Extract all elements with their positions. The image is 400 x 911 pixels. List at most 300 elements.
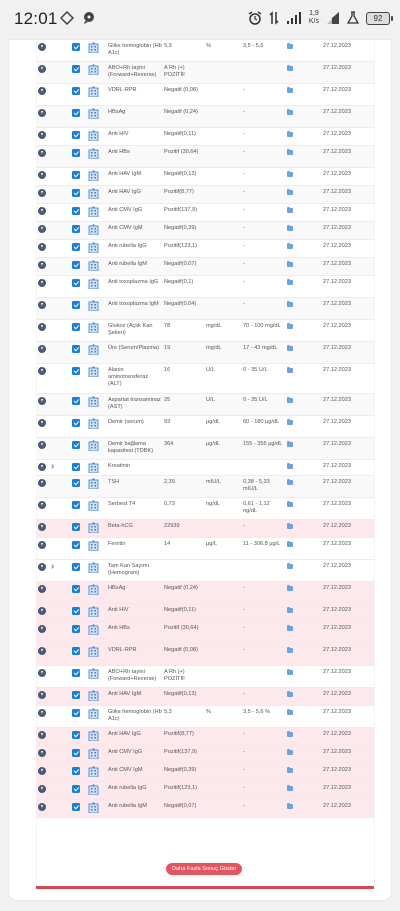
row-checkbox[interactable] (72, 607, 80, 615)
test-result: 93 (164, 419, 171, 425)
test-result: 22939 (164, 523, 180, 529)
reference-range: - (243, 749, 245, 755)
test-name: Anti HBs (108, 625, 130, 631)
reference-range: - (243, 171, 245, 177)
test-result: Negatif (0,24) (164, 109, 198, 115)
folder-icon[interactable] (287, 44, 293, 49)
test-date: 27.12.2023 (323, 441, 351, 447)
row-checkbox[interactable] (72, 261, 80, 269)
download-icon[interactable] (38, 225, 46, 233)
download-icon[interactable] (38, 441, 46, 449)
row-checkbox[interactable] (72, 367, 80, 375)
download-icon[interactable] (38, 243, 46, 251)
folder-icon[interactable] (287, 88, 293, 93)
building-icon (88, 329, 99, 335)
test-name: Glike hemoglobin (Hb A1c) (108, 709, 162, 722)
folder-icon[interactable] (287, 302, 293, 307)
test-date: 27.12.2023 (323, 65, 351, 71)
folder-icon[interactable] (287, 626, 293, 631)
test-name: Anti rubella IgG (108, 785, 147, 791)
download-icon[interactable] (38, 669, 46, 677)
test-name: ABO+Rh tayini (Forward+Reverse) (108, 669, 157, 682)
show-more-button[interactable]: Daha Fazla Sonuç Göster (166, 863, 242, 875)
test-name: VDRL-RPR (108, 647, 137, 653)
folder-icon[interactable] (287, 132, 293, 137)
row-checkbox[interactable] (72, 479, 80, 487)
folder-icon[interactable] (287, 750, 293, 755)
download-icon[interactable] (38, 463, 46, 471)
table-row[interactable] (36, 342, 374, 364)
test-unit: µg/L (206, 541, 217, 547)
test-unit: % (206, 43, 211, 49)
test-unit (206, 666, 243, 669)
test-name: Aspartat transaminaz (AST) (108, 397, 161, 410)
test-date: 27.12.2023 (323, 541, 351, 547)
download-icon[interactable] (38, 149, 46, 157)
test-name: Serbest T4 (108, 501, 136, 507)
test-name: TSH (108, 479, 120, 485)
folder-icon[interactable] (287, 398, 293, 403)
reference-range: - (243, 109, 245, 115)
download-icon[interactable] (38, 207, 46, 215)
test-date: 27.12.2023 (323, 463, 351, 469)
row-checkbox[interactable] (72, 691, 80, 699)
download-icon[interactable] (38, 301, 46, 309)
table-row[interactable] (36, 688, 374, 706)
table-row[interactable] (36, 666, 374, 688)
test-unit (206, 764, 243, 767)
folder-icon[interactable] (287, 692, 293, 697)
download-icon[interactable] (38, 131, 46, 139)
table-row[interactable] (36, 622, 374, 644)
row-checkbox[interactable] (72, 749, 80, 757)
test-result: 19 (164, 345, 171, 351)
row-checkbox[interactable] (72, 523, 80, 531)
download-icon[interactable] (38, 767, 46, 775)
table-row[interactable] (36, 560, 374, 582)
table-row[interactable] (36, 746, 374, 764)
test-date: 27.12.2023 (323, 523, 351, 529)
test-result: 2,39 (164, 479, 175, 485)
test-result (164, 560, 206, 563)
data-transfer-icon (269, 11, 279, 25)
building-icon (88, 93, 99, 99)
test-name: Anti toxoplazma IgM (108, 301, 159, 307)
folder-icon[interactable] (287, 420, 293, 425)
test-name: Anti CMV IgG (108, 749, 143, 755)
download-icon[interactable] (38, 65, 46, 73)
row-checkbox[interactable] (72, 279, 80, 287)
building-icon (88, 267, 99, 273)
screen-rotate-icon (60, 11, 74, 25)
test-result: Negatif(0,13) (164, 691, 197, 697)
row-checkbox[interactable] (72, 463, 80, 471)
test-date: 27.12.2023 (323, 749, 351, 755)
test-name: Ferritin (108, 541, 126, 547)
results-card (9, 40, 391, 900)
reference-range: - (243, 767, 245, 773)
reference-range: - (243, 225, 245, 231)
row-checkbox[interactable] (72, 419, 80, 427)
table-row[interactable] (36, 644, 374, 666)
row-checkbox[interactable] (72, 501, 80, 509)
folder-icon[interactable] (287, 786, 293, 791)
test-result: Pozitif(8,77) (164, 189, 194, 195)
download-icon[interactable] (38, 189, 46, 197)
folder-icon[interactable] (287, 480, 293, 485)
row-checkbox[interactable] (72, 171, 80, 179)
test-result: Negatif(0,11) (164, 607, 196, 613)
reference-range: - (243, 785, 245, 791)
download-icon[interactable] (38, 709, 46, 717)
test-unit: µg/dL (206, 419, 221, 425)
test-name: Anti rubella IgM (108, 261, 147, 267)
folder-icon[interactable] (287, 502, 293, 507)
table-row[interactable] (36, 476, 374, 498)
chevron-right-icon[interactable]: › (51, 461, 55, 472)
table-row[interactable] (36, 40, 374, 62)
download-icon[interactable] (38, 803, 46, 811)
folder-icon[interactable] (287, 768, 293, 773)
table-row[interactable] (36, 604, 374, 622)
download-icon[interactable] (38, 345, 46, 353)
table-row[interactable] (36, 258, 374, 276)
building-icon (88, 529, 99, 535)
download-icon[interactable] (38, 419, 46, 427)
reference-range: 11 - 306,8 µg/L (243, 541, 281, 547)
folder-icon[interactable] (287, 324, 293, 329)
test-date: 27.12.2023 (323, 261, 351, 267)
table-row[interactable] (36, 146, 374, 168)
table-row[interactable] (36, 582, 374, 604)
download-icon[interactable] (38, 563, 46, 571)
download-icon[interactable] (38, 691, 46, 699)
building-icon (88, 403, 99, 409)
folder-icon[interactable] (287, 564, 293, 569)
reference-range: - (243, 803, 245, 809)
folder-icon[interactable] (287, 586, 293, 591)
network-speed: 1,9 K/s (308, 10, 319, 25)
test-name: VDRL-RPR (108, 87, 137, 93)
building-icon (88, 547, 99, 553)
building-icon (88, 307, 99, 313)
table-row[interactable] (36, 128, 374, 146)
building-icon (88, 49, 99, 55)
row-checkbox[interactable] (72, 65, 80, 73)
row-checkbox[interactable] (72, 585, 80, 593)
test-result: Negatif (0,08) (164, 87, 198, 93)
test-unit (206, 460, 243, 463)
folder-icon[interactable] (287, 262, 293, 267)
test-result: A Rh (+) POZİTİF (164, 65, 186, 78)
table-row[interactable] (36, 84, 374, 106)
download-icon[interactable] (38, 367, 46, 375)
table-row[interactable] (36, 62, 374, 84)
test-unit: % (206, 709, 211, 715)
table-row[interactable] (36, 520, 374, 538)
reference-range: - (243, 301, 245, 307)
reference-range: - (243, 585, 245, 591)
table-row[interactable] (36, 538, 374, 560)
test-date: 27.12.2023 (323, 149, 351, 155)
table-row[interactable] (36, 106, 374, 128)
test-name: ABO+Rh tayini (Forward+Reverse) (108, 65, 157, 78)
test-result: 5,3 (164, 43, 172, 49)
table-row[interactable] (36, 186, 374, 204)
row-checkbox[interactable] (72, 709, 80, 717)
table-row[interactable] (36, 298, 374, 320)
download-icon[interactable] (38, 541, 46, 549)
download-icon[interactable] (38, 647, 46, 655)
table-row[interactable] (36, 168, 374, 186)
table-row[interactable] (36, 498, 374, 520)
test-date: 27.12.2023 (323, 243, 351, 249)
reference-range: - (243, 243, 245, 249)
download-icon[interactable] (38, 279, 46, 287)
table-row[interactable] (36, 460, 374, 476)
test-result: Pozitif(8,77) (164, 731, 194, 737)
download-icon[interactable] (38, 749, 46, 757)
folder-icon[interactable] (287, 172, 293, 177)
test-date: 27.12.2023 (323, 131, 351, 137)
test-unit (206, 258, 243, 261)
test-unit (206, 520, 243, 523)
folder-icon[interactable] (287, 608, 293, 613)
building-icon (88, 249, 99, 255)
test-date: 27.12.2023 (323, 647, 351, 653)
table-row[interactable] (36, 394, 374, 416)
row-checkbox[interactable] (72, 207, 80, 215)
row-checkbox[interactable] (72, 225, 80, 233)
reference-range: - (243, 625, 245, 631)
row-checkbox[interactable] (72, 731, 80, 739)
folder-icon[interactable] (287, 804, 293, 809)
test-unit (206, 800, 243, 803)
download-icon[interactable] (38, 625, 46, 633)
row-checkbox[interactable] (72, 243, 80, 251)
table-row[interactable] (36, 438, 374, 460)
test-unit (206, 62, 243, 65)
reference-range: - (243, 691, 245, 697)
folder-icon[interactable] (287, 368, 293, 373)
test-name: HBsAg (108, 585, 126, 591)
row-checkbox[interactable] (72, 149, 80, 157)
building-icon (88, 755, 99, 761)
table-row[interactable] (36, 706, 374, 728)
download-icon[interactable] (38, 501, 46, 509)
test-name: Anti HAV IgM (108, 691, 142, 697)
reference-range: - (243, 647, 245, 653)
test-unit (206, 204, 243, 207)
test-result: Negatif (0,08) (164, 647, 198, 653)
test-name: Kreatinin (108, 463, 131, 469)
table-row[interactable] (36, 782, 374, 800)
test-name: Anti CMV IgM (108, 767, 143, 773)
building-icon (88, 285, 99, 291)
table-row[interactable] (36, 364, 374, 394)
table-row[interactable] (36, 764, 374, 782)
reference-range: - (243, 87, 245, 93)
building-icon (88, 177, 99, 183)
building-icon (88, 71, 99, 77)
test-unit (206, 146, 243, 149)
table-row[interactable] (36, 728, 374, 746)
test-unit (206, 746, 243, 749)
test-result: Pozitif(137,9) (164, 207, 197, 213)
folder-icon[interactable] (287, 244, 293, 249)
test-unit: mg/dL (206, 323, 222, 329)
test-result: Negatif(0,11) (164, 131, 196, 137)
download-icon[interactable] (38, 585, 46, 593)
table-row[interactable] (36, 240, 374, 258)
test-date: 27.12.2023 (323, 585, 351, 591)
test-result: Negatif(0,07) (164, 261, 197, 267)
table-row[interactable] (36, 204, 374, 222)
download-icon[interactable] (38, 785, 46, 793)
building-icon (88, 737, 99, 743)
test-date: 27.12.2023 (323, 109, 351, 115)
reference-range: 17 - 43 mg/dL (243, 345, 278, 351)
folder-icon[interactable] (287, 208, 293, 213)
test-name: Anti CMV IgM (108, 225, 143, 231)
test-result: Pozitif (30,64) (164, 149, 199, 155)
row-checkbox[interactable] (72, 647, 80, 655)
test-date: 27.12.2023 (323, 367, 351, 373)
test-date: 27.12.2023 (323, 501, 351, 507)
test-name: Anti HAV IgG (108, 189, 141, 195)
folder-icon[interactable] (287, 190, 293, 195)
test-date: 27.12.2023 (323, 323, 351, 329)
row-checkbox[interactable] (72, 441, 80, 449)
folder-icon[interactable] (287, 442, 293, 447)
table-row[interactable] (36, 222, 374, 240)
row-checkbox[interactable] (72, 397, 80, 405)
download-icon[interactable] (38, 43, 46, 51)
row-checkbox[interactable] (72, 803, 80, 811)
row-checkbox[interactable] (72, 767, 80, 775)
test-name: Anti rubella IgG (108, 243, 147, 249)
test-date: 27.12.2023 (323, 301, 351, 307)
reference-range: - (243, 189, 245, 195)
folder-icon[interactable] (287, 670, 293, 675)
chevron-right-icon[interactable]: › (51, 561, 55, 572)
row-checkbox[interactable] (72, 625, 80, 633)
test-result: 5,3 (164, 709, 172, 715)
row-checkbox[interactable] (72, 301, 80, 309)
test-result: Negatif(0,1) (164, 279, 194, 285)
table-row[interactable] (36, 320, 374, 342)
reference-range: 155 - 355 µg/dL (243, 441, 283, 447)
download-icon[interactable] (38, 397, 46, 405)
test-name: Alanin aminotransferaz (ALT) (108, 367, 149, 387)
folder-icon[interactable] (287, 524, 293, 529)
test-name: Anti rubella IgM (108, 803, 147, 809)
download-icon[interactable] (38, 731, 46, 739)
test-unit (206, 276, 243, 279)
folder-icon[interactable] (287, 732, 293, 737)
test-name: Demir (serum) (108, 419, 144, 425)
battery-indicator: 92 (366, 12, 390, 25)
folder-icon[interactable] (287, 542, 293, 547)
row-checkbox[interactable] (72, 109, 80, 117)
table-row[interactable] (36, 416, 374, 438)
test-unit (206, 222, 243, 225)
test-unit (206, 106, 243, 109)
download-icon[interactable] (38, 171, 46, 179)
download-icon[interactable] (38, 607, 46, 615)
building-icon (88, 631, 99, 637)
flask-icon (347, 11, 359, 25)
building-icon (88, 675, 99, 681)
folder-icon[interactable] (287, 66, 293, 71)
row-checkbox[interactable] (72, 345, 80, 353)
folder-icon[interactable] (287, 150, 293, 155)
test-result: 364 (164, 441, 174, 447)
row-checkbox[interactable] (72, 541, 80, 549)
folder-icon[interactable] (287, 346, 293, 351)
test-date: 27.12.2023 (323, 669, 351, 675)
building-icon (88, 507, 99, 513)
test-date: 27.12.2023 (323, 803, 351, 809)
row-checkbox[interactable] (72, 131, 80, 139)
reference-range: - (243, 131, 245, 137)
row-checkbox[interactable] (72, 563, 80, 571)
building-icon (88, 195, 99, 201)
test-date: 27.12.2023 (323, 709, 351, 715)
table-row[interactable] (36, 800, 374, 818)
folder-icon[interactable] (287, 648, 293, 653)
results-table (36, 40, 374, 818)
test-date: 27.12.2023 (323, 397, 351, 403)
test-date: 27.12.2023 (323, 731, 351, 737)
test-result (164, 460, 206, 463)
folder-icon[interactable] (287, 226, 293, 231)
reference-range: 0,38 - 5,33 mIU/L (243, 479, 270, 492)
row-checkbox[interactable] (72, 669, 80, 677)
table-row[interactable] (36, 276, 374, 298)
test-result: Negatif(0,39) (164, 767, 197, 773)
building-icon (88, 155, 99, 161)
building-icon (88, 137, 99, 143)
download-icon[interactable] (38, 109, 46, 117)
row-checkbox[interactable] (72, 43, 80, 51)
download-icon[interactable] (38, 479, 46, 487)
test-name: Tam Kan Sayımı (Hemogram) (108, 563, 150, 576)
test-name: Üre (Serum/Plazma) (108, 345, 159, 351)
download-icon[interactable] (38, 523, 46, 531)
folder-icon[interactable] (287, 110, 293, 115)
test-result: Pozitif(123,1) (164, 243, 197, 249)
folder-icon[interactable] (287, 464, 293, 469)
row-checkbox[interactable] (72, 189, 80, 197)
test-unit (206, 168, 243, 171)
download-icon[interactable] (38, 87, 46, 95)
row-checkbox[interactable] (72, 87, 80, 95)
folder-icon[interactable] (287, 710, 293, 715)
download-icon[interactable] (38, 323, 46, 331)
row-checkbox[interactable] (72, 323, 80, 331)
test-unit (206, 84, 243, 87)
test-result: 25 (164, 397, 171, 403)
folder-icon[interactable] (287, 280, 293, 285)
test-date: 27.12.2023 (323, 171, 351, 177)
building-icon (88, 447, 99, 453)
building-icon (88, 613, 99, 619)
download-icon[interactable] (38, 261, 46, 269)
row-checkbox[interactable] (72, 785, 80, 793)
building-icon (88, 231, 99, 237)
test-unit (206, 128, 243, 131)
